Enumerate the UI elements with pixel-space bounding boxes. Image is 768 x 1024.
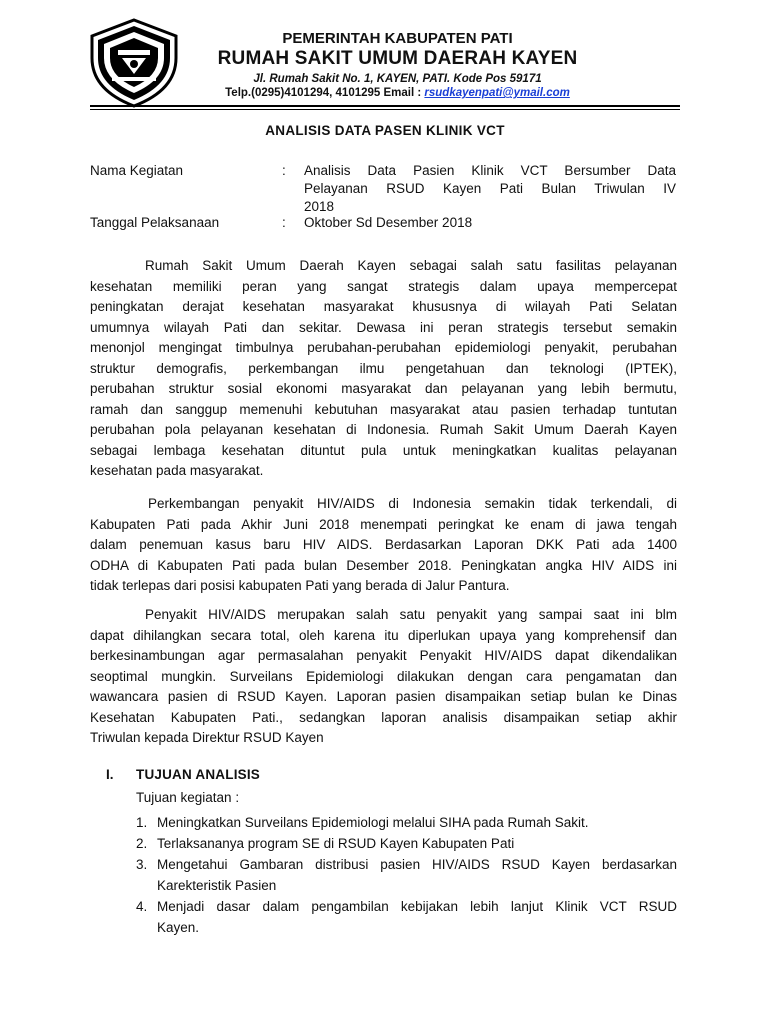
- list-item: [136, 812, 677, 833]
- paragraph-line: seoptimal mungkin. Surveilans Epidemiologi dilakukan dengan cara pengamatan dan: [90, 668, 677, 684]
- paragraph-intro: [90, 256, 677, 482]
- kabupaten-pati-logo-icon: [88, 18, 180, 108]
- activity-colon: :: [282, 163, 286, 178]
- paragraph-line: Perkembangan penyakit HIV/AIDS di Indonesia semakin tidak terkendali, di: [148, 496, 677, 511]
- government-name: PEMERINTAH KABUPATEN PATI: [282, 30, 513, 47]
- list-item-text: Mengetahui Gambaran distribusi pasien HIV/AIDS RSUD Kayen berdasarkan: [157, 857, 677, 872]
- paragraph-line: kesehatan memiliki peran yang sangat strategis dalam upaya mempercepat: [90, 278, 677, 294]
- list-item-number: 1.: [136, 815, 148, 830]
- paragraph-line: struktur demografis, perkembangan ilmu pengetahuan dan teknologi (IPTEK),: [90, 360, 677, 376]
- paragraph-line: dapat dihilangkan secara total, oleh karena itu diperlukan upaya yang komprehensif dan: [90, 627, 677, 643]
- paragraph-line: wawancara pasien di RSUD Kayen. Laporan pasien disampaikan setiap bulan ke Dinas: [90, 689, 677, 704]
- paragraph-surveillance: [90, 605, 677, 749]
- paragraph-line: Kabupaten Pati pada Akhir Juni 2018 menempati peringkat ke enam di jawa tengah: [90, 516, 677, 532]
- paragraph-line: berkesinambungan agar permasalahan penyakit Penyakit HIV/AIDS dapat dikendalikan: [90, 648, 677, 663]
- section-title: TUJUAN ANALISIS: [136, 767, 261, 782]
- section-intro: Tujuan kegiatan :: [136, 790, 240, 805]
- objectives-list: [136, 812, 677, 938]
- paragraph-line: ODHA di Kabupaten Pati pada bulan Desember 2018. Peningkatan angka HIV AIDS ini: [90, 557, 677, 573]
- date-colon: :: [282, 215, 286, 230]
- paragraph-line: Penyakit HIV/AIDS merupakan salah satu penyakit yang sampai saat ini blm: [145, 607, 677, 622]
- hospital-address: Jl. Rumah Sakit No. 1, KAYEN, PATI. Kode Pos 59171: [253, 73, 542, 85]
- list-item-number: 3.: [136, 857, 148, 872]
- list-item-text: Karekteristik Pasien: [157, 878, 277, 893]
- paragraph-line: ramah dan sanggup memenuhi kebutuhan masyarakat atau pasien terhadap tuntutan: [90, 401, 677, 417]
- paragraph-line: perubahan pola pelayanan kesehatan di Indonesia. Rumah Sakit Umum Daerah Kayen: [90, 422, 677, 437]
- list-item-number: 2.: [136, 836, 148, 851]
- paragraph-line: peningkatan derajat kesehatan masyarakat khususnya di wilayah Pati Selatan: [90, 299, 677, 314]
- paragraph-line: tidak terlepas dari posisi kabupaten Pati yang berada di Jalur Pantura.: [90, 578, 510, 593]
- list-item-text: Terlaksananya program SE di RSUD Kayen Kabupaten Pati: [157, 836, 515, 851]
- list-item-number: 4.: [136, 899, 148, 914]
- list-item: [136, 833, 677, 854]
- paragraph-line: Rumah Sakit Umum Daerah Kayen sebagai salah satu fasilitas pelayanan: [145, 258, 677, 273]
- section-number: I.: [106, 767, 114, 782]
- letterhead-divider-thin: [90, 109, 680, 110]
- letterhead: [190, 30, 605, 100]
- activity-line: Analisis Data Pasien Klinik VCT Bersumber Data: [304, 163, 676, 178]
- activity-line: Pelayanan RSUD Kayen Pati Bulan Triwulan IV: [304, 181, 676, 196]
- hospital-name: RUMAH SAKIT UMUM DAERAH KAYEN: [217, 48, 578, 69]
- list-item-text: Meningkatkan Surveilans Epidemiologi melalui SIHA pada Rumah Sakit.: [157, 815, 589, 830]
- document-title: ANALISIS DATA PASEN KLINIK VCT: [265, 123, 505, 138]
- meta-activity: [90, 162, 680, 218]
- paragraph-line: dalam penemuan kasus baru HIV AIDS. Berdasarkan Laporan DKK Pati ada 1400: [90, 537, 677, 552]
- paragraph-line: Triwulan kepada Direktur RSUD Kayen: [90, 730, 324, 745]
- paragraph-line: Kesehatan Kabupaten Pati., sedangkan laporan analisis disampaikan setiap akhir: [90, 709, 677, 725]
- contact-phone: Telp.(0295)4101294, 4101295 Email :: [225, 87, 425, 99]
- paragraph-line: sebagai lembaga kesehatan dituntut pula untuk meningkatkan kualitas pelayanan: [90, 442, 677, 458]
- activity-label: Nama Kegiatan: [90, 163, 184, 178]
- email-link[interactable]: rsudkayenpati@ymail.com: [424, 87, 570, 99]
- list-item-text: Kayen.: [157, 920, 200, 935]
- paragraph-line: menonjol mengingat timbulnya perubahan-perubahan epidemiologi penyakit, perubahan: [90, 340, 677, 355]
- activity-line: 2018: [304, 199, 335, 214]
- list-item: [136, 896, 677, 938]
- date-label: Tanggal Pelaksanaan: [90, 215, 220, 230]
- list-item: [136, 854, 677, 896]
- paragraph-line: perubahan struktur sosial ekonomi masyarakat dan pelayanan yang lebih bermutu,: [90, 381, 677, 396]
- activity-value: [304, 162, 676, 216]
- list-item-text: Menjadi dasar dalam pengambilan kebijakan lebih lanjut Klinik VCT RSUD: [157, 899, 677, 914]
- letterhead-divider-thick: [90, 105, 680, 107]
- paragraph-hiv-trend: [90, 494, 677, 597]
- date-value: Oktober Sd Desember 2018: [304, 215, 473, 230]
- paragraph-line: umumnya wilayah Pati dan sekitar. Dewasa ini peran strategis tersebut semakin: [90, 319, 677, 335]
- hospital-contact: [190, 86, 605, 100]
- paragraph-line: kesehatan pada masyarakat.: [90, 463, 264, 478]
- meta-date: [90, 214, 680, 234]
